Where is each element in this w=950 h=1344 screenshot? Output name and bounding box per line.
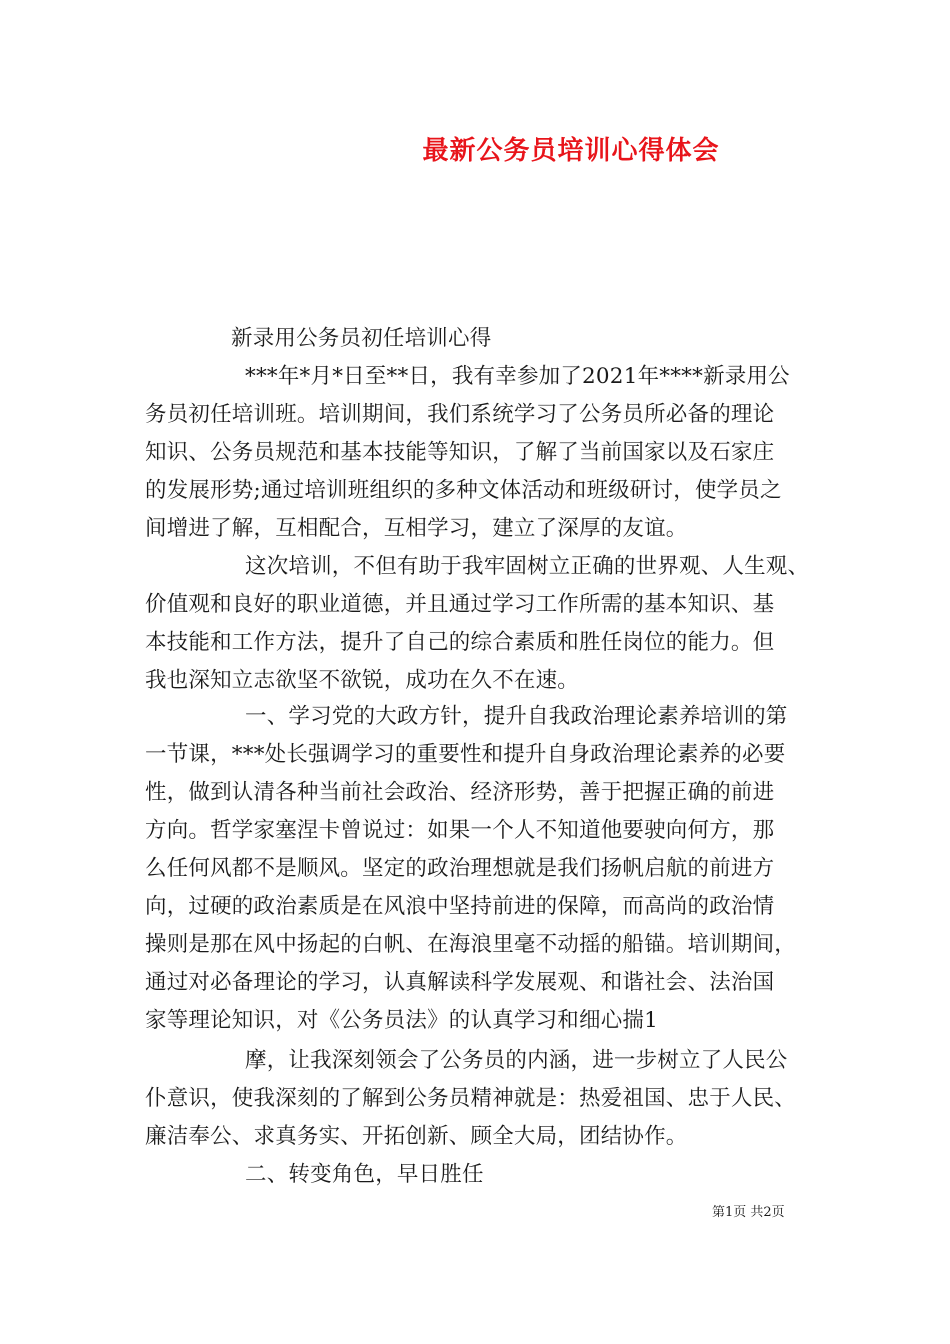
- paragraph-line: 务员初任培训班。培训期间，我们系统学习了公务员所必备的理论: [145, 402, 775, 427]
- page-number-footer: 第1页 共2页: [712, 1205, 785, 1220]
- paragraph-line: 性，做到认清各种当前社会政治、经济形势，善于把握正确的前进: [145, 780, 775, 805]
- section-heading: 新录用公务员初任培训心得: [231, 326, 492, 351]
- section-heading: 二、转变角色，早日胜任: [245, 1162, 484, 1187]
- paragraph-line: 本技能和工作方法，提升了自己的综合素质和胜任岗位的能力。但: [145, 630, 775, 655]
- paragraph-line: 向，过硬的政治素质是在风浪中坚持前进的保障，而高尚的政治情: [145, 894, 775, 919]
- paragraph-line: 摩，让我深刻领会了公务员的内涵，进一步树立了人民公: [245, 1048, 788, 1073]
- paragraph-line: 我也深知立志欲坚不欲锐，成功在久不在速。: [145, 668, 580, 693]
- paragraph-line: 通过对必备理论的学习，认真解读科学发展观、和谐社会、法治国: [145, 970, 775, 995]
- paragraph-line: 的发展形势;通过培训班组织的多种文体活动和班级研讨，使学员之: [145, 478, 782, 503]
- paragraph-line: 方向。哲学家塞涅卡曾说过：如果一个人不知道他要驶向何方，那: [145, 818, 775, 843]
- paragraph-line: 间增进了解，互相配合，互相学习，建立了深厚的友谊。: [145, 516, 688, 541]
- paragraph-line: 么任何风都不是顺风。坚定的政治理想就是我们扬帆启航的前进方: [145, 856, 775, 881]
- document-title: 最新公务员培训心得体会: [422, 136, 720, 166]
- paragraph-line: 廉洁奉公、求真务实、开拓创新、顾全大局，团结协作。: [145, 1124, 688, 1149]
- paragraph-line: 这次培训，不但有助于我牢固树立正确的世界观、人生观、: [245, 554, 810, 579]
- paragraph-line: 家等理论知识，对《公务员法》的认真学习和细心揣1: [145, 1008, 658, 1033]
- paragraph-line: 价值观和良好的职业道德，并且通过学习工作所需的基本知识、基: [145, 592, 775, 617]
- paragraph-line: 知识、公务员规范和基本技能等知识，了解了当前国家以及石家庄: [145, 440, 775, 465]
- paragraph-line: 操则是那在风中扬起的白帆、在海浪里毫不动摇的船锚。培训期间，: [145, 932, 797, 957]
- paragraph-line: 仆意识，使我深刻的了解到公务员精神就是：热爱祖国、忠于人民、: [145, 1086, 797, 1111]
- paragraph-line: 一节课，***处长强调学习的重要性和提升自身政治理论素养的必要: [145, 742, 786, 767]
- paragraph-line: 一、学习党的大政方针，提升自我政治理论素养培训的第: [245, 704, 788, 729]
- paragraph-line: ***年*月*日至**日，我有幸参加了2021年****新录用公: [245, 364, 790, 389]
